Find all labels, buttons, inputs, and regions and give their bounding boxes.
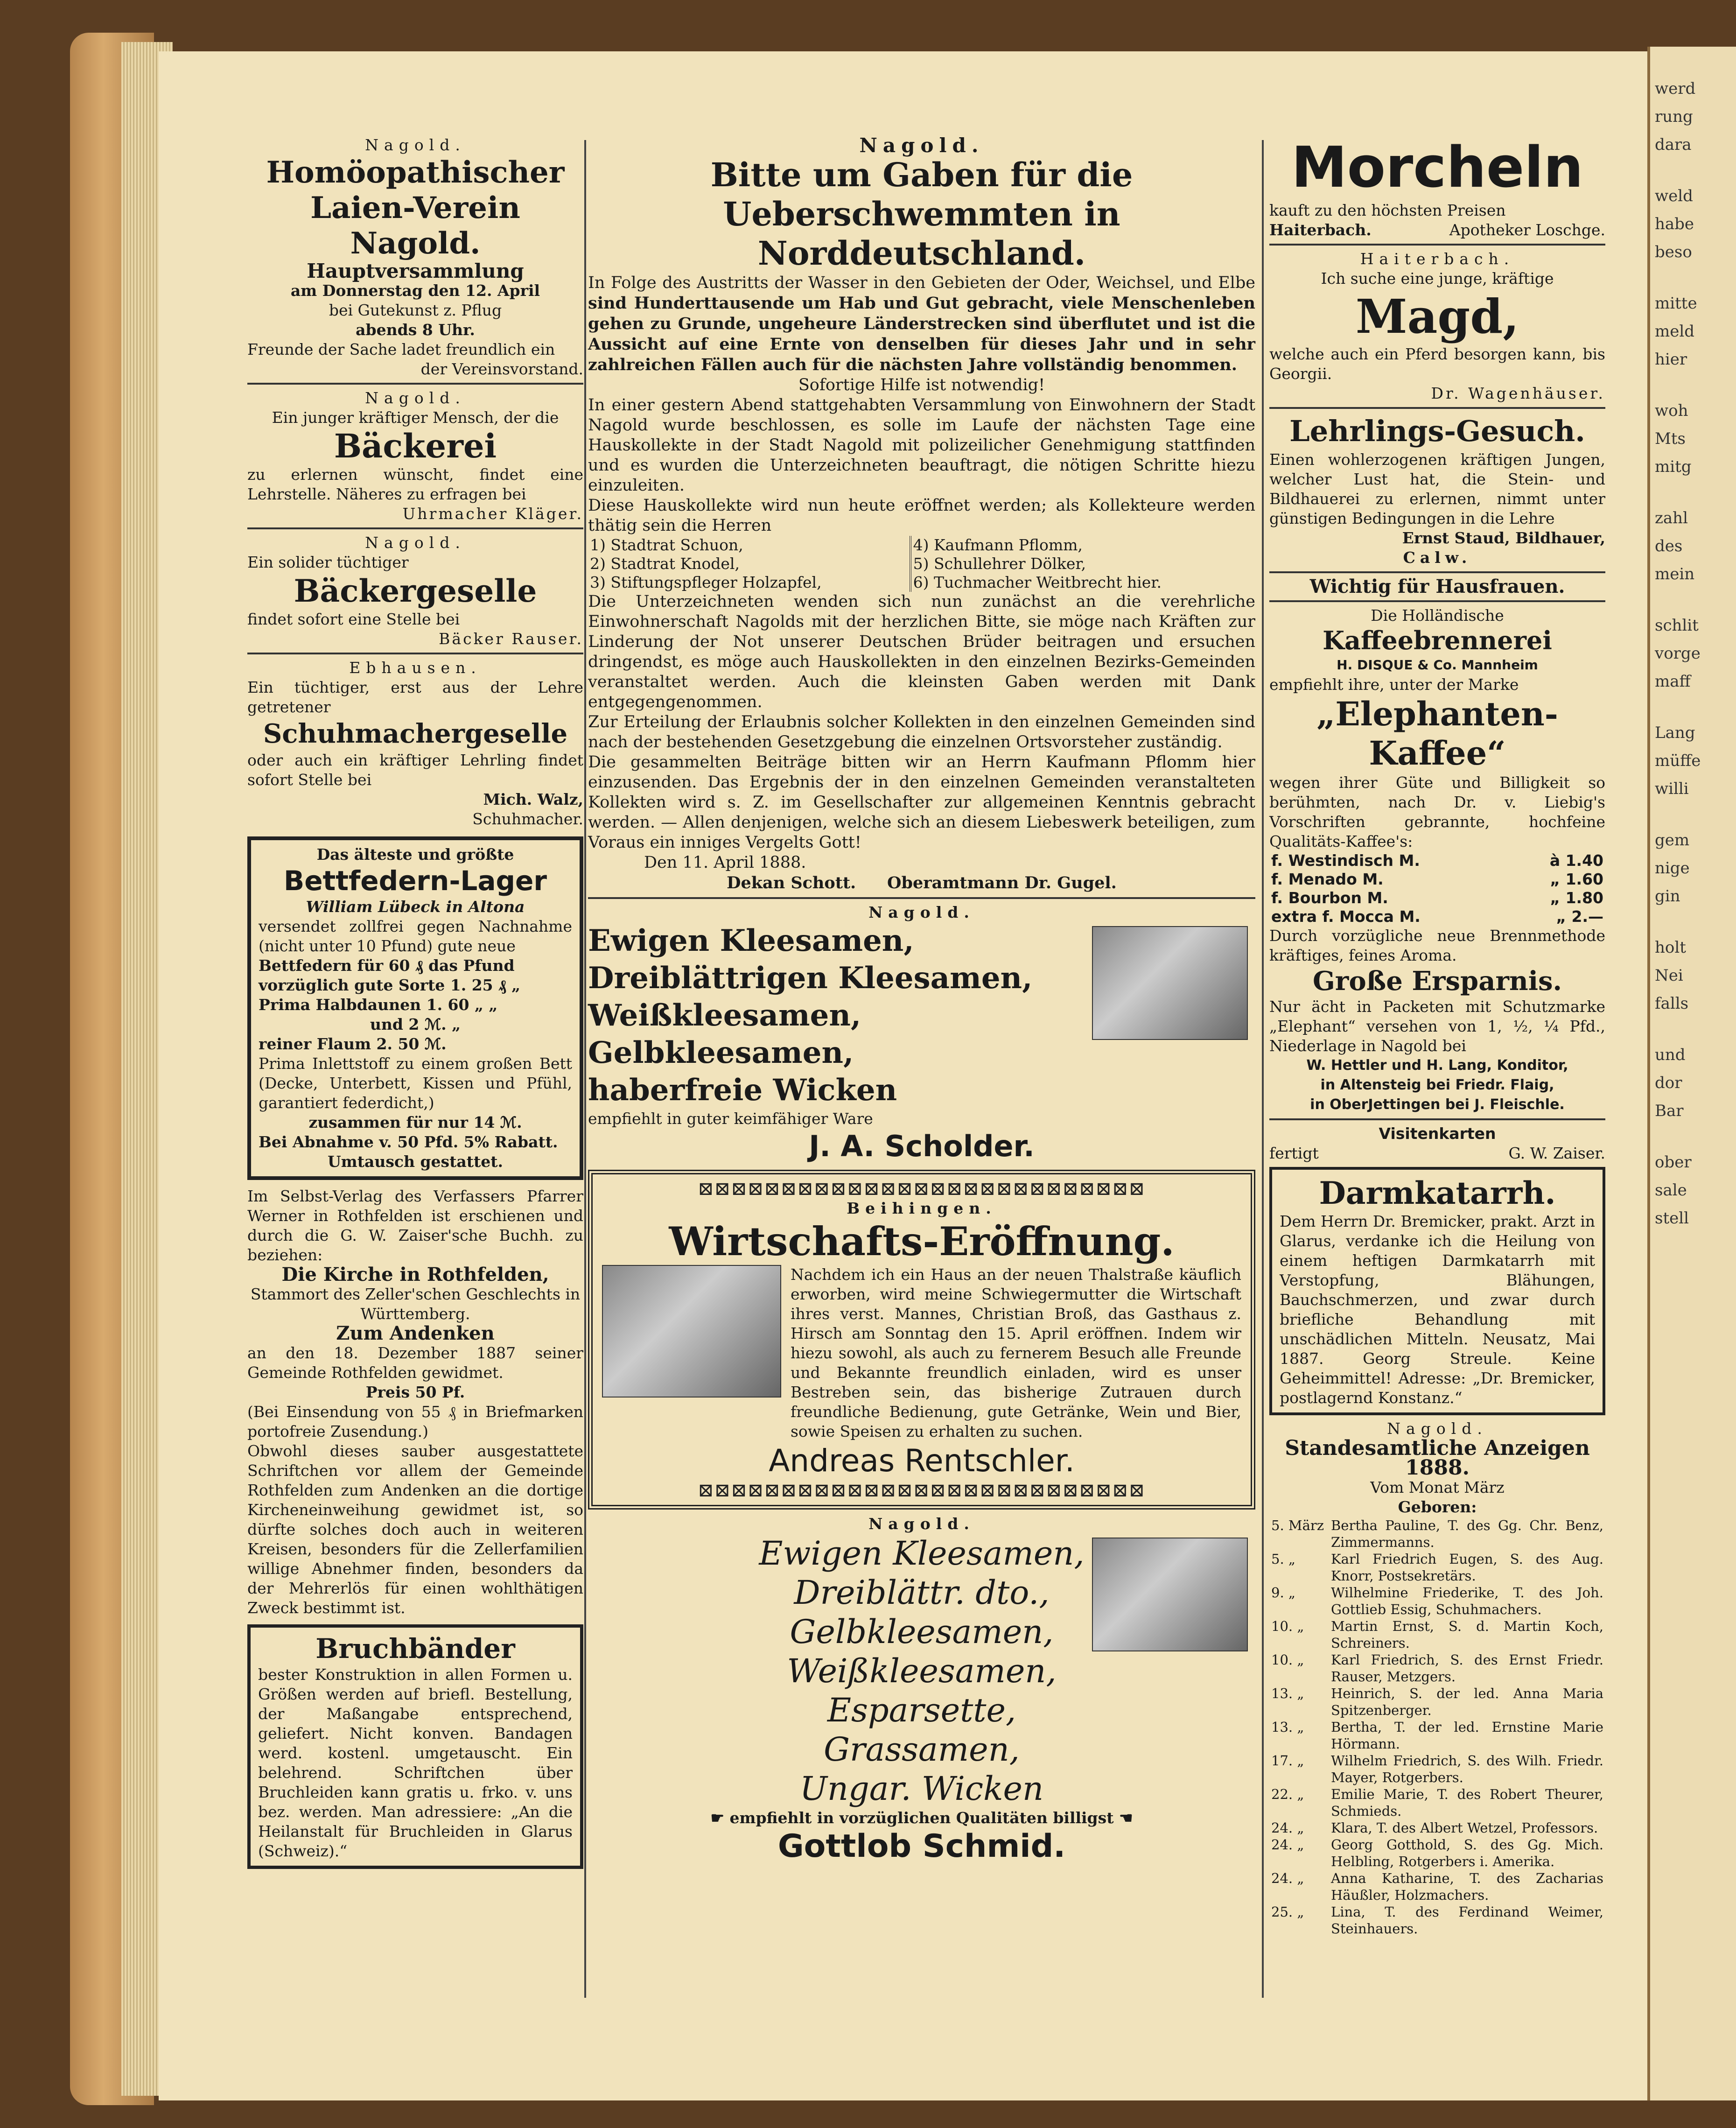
place-line: Nagold.	[868, 903, 975, 921]
next-page-word: mitg	[1655, 457, 1692, 476]
place-line: Nagold.	[868, 1515, 975, 1533]
divider	[247, 653, 583, 654]
ad-text: bei Gutekunst z. Pflug	[329, 301, 502, 319]
ad-title: Magd,	[1355, 289, 1519, 344]
collector-row	[588, 555, 1255, 573]
birth-register	[1269, 1517, 1605, 1937]
divider	[1269, 1118, 1605, 1120]
place-line: Ebhausen.	[349, 659, 482, 677]
register-row	[1269, 1870, 1605, 1903]
ad-title: Homöopathischer Laien-Verein Nagold.	[266, 155, 565, 261]
seed-line: Ewigen Kleesamen,	[759, 1534, 1085, 1573]
next-page-word: Mts	[1655, 429, 1686, 448]
ad-kaffee	[1269, 577, 1605, 1115]
register-cell: 24. „	[1271, 1837, 1304, 1853]
next-page-word: Bar	[1655, 1102, 1684, 1120]
ad-price: Preis 50 Pf.	[365, 1383, 465, 1401]
price-line: reiner Flaum 2. 50 ℳ.	[259, 1035, 447, 1053]
seed-line: Grassamen,	[824, 1730, 1020, 1769]
register-cell: 13. „	[1271, 1686, 1304, 1701]
ad-title: Wichtig für Hausfrauen.	[1309, 576, 1565, 597]
register-cell: 9. „	[1271, 1585, 1295, 1601]
column-rule	[1262, 140, 1264, 1998]
seed-line: Gelbkleesamen,	[588, 1035, 854, 1070]
collector-cell: 5) Schullehrer Dölker,	[913, 555, 1086, 573]
ad-magd	[1269, 249, 1605, 403]
collector-cell: 1) Stadtrat Schuon,	[588, 536, 910, 555]
ad-text: Im Selbst-Verlag des Verfassers Pfarrer Werner in Rothfelden ist erschienen und durch die G. W. Zaiser'sche Buchh. zu beziehen:	[247, 1187, 583, 1264]
ad-text: bester Konstruktion in allen Formen u. Größen werden auf briefl. Bestellung, der Maßangabe entsprechend, geliefert. Nicht konven. Bandagen werd. kostenl. umgetauscht. Ein belehrend. Schriftchen über Bruchleiden kann gratis u. frko. v. uns bez. werden. Man adressiere: „An die Heilanstalt für Bruchleiden in Glarus (Schweiz).“	[258, 1665, 573, 1860]
register-row	[1269, 1685, 1605, 1719]
pointing-hand-icon: ☛	[710, 1809, 730, 1827]
ad-title: Bäckergeselle	[294, 573, 537, 609]
register-cell: Martin Ernst, S. d. Martin Koch, Schreiners.	[1331, 1618, 1603, 1651]
ad-text: Nachdem ich ein Haus an der neuen Thalstraße käuflich erworben, wird meine Schwiegermutter die Wirtschaft ihres verst. Mannes, Christian Broß, das Gasthaus z. Hirsch am Sonntag den 15. April eröffnen. Indem wir hiezu sowohl, als auch zu fernerem Besuch alle Freunde und Bekannte freundlich einladen, wird es unser Bestreben sein, das bisherige Zutrauen durch freundliche Bedienung, gute Getränke, Wein und Bier, sowie Speisen zu erhalten zu suchen.	[791, 1265, 1241, 1440]
next-page-word: weld	[1655, 187, 1693, 205]
next-page-word: sale	[1655, 1181, 1687, 1200]
ad-text: empfiehlt in guter keimfähiger Ware	[588, 1110, 873, 1128]
register-cell: 10. „	[1271, 1618, 1304, 1634]
ad-subtitle: Große Ersparnis.	[1312, 966, 1562, 997]
ad-signature: Gottlob Schmid.	[777, 1828, 1066, 1865]
collector-row	[588, 573, 1255, 592]
ad-title: Bettfedern-Lager	[284, 865, 547, 897]
place-line: Nagold.	[365, 389, 466, 407]
article-text-bold: sind Hunderttausende um Hab und Gut gebracht, viele Menschenleben gehen zu Grunde, ungeheure Länderstrecken sind überflutet und ist die Aussicht auf eine Ernte von denselben für dieses Jahr und in sehr zahlreichen Fällen auch für die nächsten Jahre vollständig benommen.	[588, 294, 1255, 374]
next-page-word: gem	[1655, 831, 1690, 850]
ad-text: am Donnerstag den 12. April	[290, 281, 540, 300]
next-page-word: müffe	[1655, 751, 1701, 770]
ad-signature: Calw.	[1403, 548, 1472, 567]
register-row	[1269, 1651, 1605, 1685]
article-text: Die Unterzeichneten wenden sich nun zunächst an die verehrliche Einwohnerschaft Nagolds mit der herzlichen Bitte, sie möge nach Kräften zur Linderung der Not unserer Deutschen Brüder beitragen und ersuchen dringendst, es möge auch Hauskollekten in den einzelnen Bezirks-Gemeinden veranstaltet werden. Auch die kleinsten Gaben werden mit Dank entgegengenommen.	[588, 592, 1255, 711]
next-page-word: nige	[1655, 859, 1690, 878]
register-cell: Klara, T. des Albert Wetzel, Professors.	[1331, 1820, 1598, 1836]
ad-text: Durch vorzügliche neue Brennmethode kräftiges, feines Aroma.	[1269, 927, 1605, 964]
collector-cell: 6) Tuchmacher Weitbrecht hier.	[913, 573, 1162, 591]
register-cell: 5. März	[1271, 1517, 1324, 1533]
price-cell: „ 1.80	[1550, 889, 1603, 907]
price-cell: f. Bourbon M.	[1271, 889, 1388, 907]
farmer-sowing-illustration	[1092, 1538, 1248, 1651]
ad-text: empfiehlt ihre, unter der Marke	[1269, 675, 1519, 694]
article-date: Den 11. April 1888.	[644, 853, 806, 872]
register-cell: Karl Friedrich, S. des Ernst Friedr. Rauser, Metzgers.	[1331, 1652, 1603, 1685]
seed-line: Dreiblättr. dto.,	[794, 1573, 1050, 1612]
ad-firm: William Lübeck in Altona	[306, 898, 525, 916]
ad-text: Obwohl dieses sauber ausgestattete Schriftchen vor allem der Gemeinde Rothfelden zum Andenken an die dortige Kircheneinweihung gewidmet ist, so dürfte solches doch auch in weiteren Kreisen, besonders für die Zellerfamilien willige Abnehmer finden, besonders da der Mehrerlös für einen wohlthätigen Zweck bestimmt ist.	[247, 1442, 583, 1617]
ad-signature: Schuhmacher.	[472, 810, 583, 828]
article-text: Diese Hauskollekte wird nun heute eröffnet werden; als Kollekteure werden thätig sein die Herren	[588, 496, 1255, 535]
article-signature: Dekan Schott.	[727, 873, 856, 892]
next-page-word: ober	[1655, 1153, 1692, 1172]
register-cell: Wilhelm Friedrich, S. des Wilh. Friedr. Mayer, Rotgerbers.	[1331, 1753, 1603, 1785]
price-cell: „ 2.—	[1556, 907, 1603, 926]
ad-morcheln	[1269, 135, 1605, 240]
article-signature: Oberamtmann Dr. Gugel.	[887, 873, 1117, 892]
price-cell: „ 1.60	[1550, 870, 1603, 888]
ad-schuhmacher	[247, 658, 583, 829]
article-text: In einer gestern Abend stattgehabten Versammlung von Einwohnern der Stadt Nagold wurde beschlossen, es solle im Laufe der nächsten Tage eine Hauskollekte in der Stadt Nagold mit polizeilicher Genehmigung stattfinden und es wurden die Unterzeichneten beauftragt, die nötigen Schritte hiezu einzuleiten.	[588, 396, 1255, 495]
ad-text: Freunde der Sache ladet freundlich ein	[247, 340, 555, 358]
register-row	[1269, 1551, 1605, 1584]
ad-lehrling	[1269, 413, 1605, 568]
divider	[247, 527, 583, 529]
ad-text: Prima Inlettstoff zu einem großen Bett (Decke, Unterbett, Kissen und Pfühl, garantiert federdicht,)	[259, 1054, 572, 1112]
next-page-word: vorge	[1655, 644, 1701, 663]
place-line: Beihingen.	[847, 1199, 997, 1217]
register-cell: Lina, T. des Ferdinand Weimer, Steinhauers.	[1331, 1904, 1603, 1937]
price-cell: à 1.40	[1549, 851, 1603, 870]
price-row	[1269, 889, 1605, 907]
ad-visitenkarten	[1269, 1124, 1605, 1163]
price-cell: f. Menado M.	[1271, 870, 1384, 888]
ad-text: (Bei Einsendung von 55 ₰ in Briefmarken portofreie Zusendung.)	[247, 1403, 583, 1440]
next-page-word: rung	[1655, 107, 1693, 126]
divider	[1269, 571, 1605, 573]
ad-text: zusammen für nur 14 ℳ.	[308, 1113, 522, 1131]
section-subtitle: Vom Monat März	[1370, 1478, 1505, 1496]
ad-text: findet sofort eine Stelle bei	[247, 610, 460, 628]
section-title: Standesamtliche Anzeigen 1888.	[1285, 1436, 1590, 1480]
seed-line: Dreiblättrigen Kleesamen,	[588, 961, 1033, 996]
next-page-word: schlit	[1655, 616, 1699, 635]
register-row	[1269, 1618, 1605, 1651]
ad-firm: H. DISQUE & Co. Mannheim	[1337, 657, 1538, 673]
ad-text: Ich suche eine junge, kräftige	[1321, 269, 1554, 288]
price-cell: extra f. Mocca M.	[1271, 907, 1421, 926]
register-row	[1269, 1903, 1605, 1937]
register-row	[1269, 1836, 1605, 1870]
column-middle	[588, 135, 1255, 1865]
ad-text: Bei Abnahme v. 50 Pfd. 5% Rabatt.	[259, 1133, 558, 1151]
ad-signature: G. W. Zaiser.	[1508, 1144, 1605, 1162]
register-cell: Emilie Marie, T. des Robert Theurer, Schmieds.	[1331, 1786, 1603, 1819]
ad-text: Dem Herrn Dr. Bremicker, prakt. Arzt in Glarus, verdanke ich die Heilung von einem heftigen Darmkatarrh mit Verstopfung, Blähungen, Bauchschmerzen, und zwar durch briefliche Behandlung mit unschädlichen Mitteln. Neusatz, Mai 1887. Georg Streule. Keine Geheimmittel! Adresse: „Dr. Bremicker, postlagernd Konstanz.“	[1280, 1212, 1595, 1407]
divider	[1269, 244, 1605, 246]
ad-kirche-rothfelden	[247, 1187, 583, 1618]
ad-text: oder auch ein kräftiger Lehrling findet sofort Stelle bei	[247, 751, 583, 789]
next-page-word: beso	[1655, 243, 1692, 261]
section-subtitle: Geboren:	[1398, 1498, 1477, 1516]
seed-line: Ungar. Wicken	[799, 1770, 1044, 1808]
column-right	[1269, 135, 1605, 1937]
article-bitte	[588, 135, 1255, 893]
decorative-border: ⊠⊠⊠⊠⊠⊠⊠⊠⊠⊠⊠⊠⊠⊠⊠⊠⊠⊠⊠⊠⊠⊠⊠⊠⊠⊠⊠	[698, 1480, 1146, 1501]
ad-signature: Ernst Staud, Bildhauer,	[1402, 529, 1605, 547]
ad-text: Das älteste und größte	[316, 845, 514, 864]
price-line: und 2 ℳ. „	[370, 1015, 461, 1033]
register-cell: 5. „	[1271, 1551, 1295, 1567]
register-cell: Karl Friedrich Eugen, S. des Aug. Knorr, Postsekretärs.	[1331, 1551, 1603, 1584]
seed-line: Ewigen Kleesamen,	[588, 923, 914, 958]
next-page-word: und	[1655, 1046, 1686, 1064]
price-row	[1269, 870, 1605, 889]
collector-row	[588, 536, 1255, 555]
price-line: vorzüglich gute Sorte 1. 25 ₰ „	[259, 976, 521, 994]
register-cell: Bertha, T. der led. Ernstine Marie Hörmann.	[1331, 1719, 1603, 1752]
register-cell: Heinrich, S. der led. Anna Maria Spitzenberger.	[1331, 1686, 1603, 1718]
article-text: Sofortige Hilfe ist notwendig!	[798, 376, 1045, 394]
ad-bruchbaender	[247, 1624, 583, 1869]
ad-darmkatarrh	[1269, 1167, 1605, 1415]
place-line: Haiterbach.	[1360, 250, 1515, 268]
next-page-word: dara	[1655, 135, 1692, 154]
ad-text: Nur ächt in Packeten mit Schutzmarke „Elephant“ versehen von 1, ½, ¼ Pfd., Niederlage in Nagold bei	[1269, 997, 1605, 1055]
ad-title: Die Kirche in Rothfelden,	[281, 1264, 549, 1285]
next-page-word: stell	[1655, 1209, 1689, 1228]
ad-text: in OberJettingen bei J. Fleischle.	[1310, 1096, 1565, 1113]
ad-signature: Apotheker Loschge.	[1449, 221, 1605, 239]
ad-signature: der Vereinsvorstand.	[420, 360, 583, 378]
register-cell: Bertha Pauline, T. des Gg. Chr. Benz, Zimmermanns.	[1331, 1517, 1603, 1550]
ad-text: kauft zu den höchsten Preisen	[1269, 201, 1506, 219]
decorative-border: ⊠⊠⊠⊠⊠⊠⊠⊠⊠⊠⊠⊠⊠⊠⊠⊠⊠⊠⊠⊠⊠⊠⊠⊠⊠⊠⊠	[698, 1178, 1146, 1200]
farmer-sowing-illustration	[1092, 926, 1248, 1040]
ad-homoeopathic	[247, 135, 583, 379]
ad-title: „Elephanten-Kaffee“	[1316, 695, 1558, 773]
ad-signature: J. A. Scholder.	[809, 1129, 1035, 1163]
collector-cell: 4) Kaufmann Pflomm,	[913, 536, 1083, 554]
place-line: Nagold.	[1387, 1419, 1488, 1438]
ad-title: Visitenkarten	[1379, 1124, 1496, 1143]
article-text: In Folge des Austritts der Wasser in den Gebieten der Oder, Weichsel, und Elbe	[588, 274, 1255, 292]
ad-text: welche auch ein Pferd besorgen kann, bis Georgii.	[1269, 345, 1605, 383]
ad-text: an den 18. Dezember 1887 seiner Gemeinde Rothfelden gewidmet.	[247, 1344, 583, 1382]
seed-line: haberfreie Wicken	[588, 1073, 897, 1108]
price-row	[1269, 851, 1605, 870]
standesamt	[1269, 1419, 1605, 1937]
divider	[1269, 407, 1605, 409]
ad-text: Ein tüchtiger, erst aus der Lehre getretener	[247, 678, 583, 716]
next-page-word: gin	[1655, 887, 1680, 906]
ad-text: zu erlernen wünscht, findet eine Lehrstelle. Näheres zu erfragen bei	[247, 465, 583, 503]
price-line: Prima Halbdaunen 1. 60 „ „	[259, 996, 498, 1014]
register-cell: 24. „	[1271, 1820, 1304, 1836]
ad-title: Zum Andenken	[336, 1322, 495, 1344]
register-cell: 25. „	[1271, 1904, 1304, 1920]
pointing-hand-icon: ☚	[1113, 1809, 1133, 1827]
next-page-word: habe	[1655, 215, 1694, 233]
register-cell: 24. „	[1271, 1870, 1304, 1886]
ad-title: Morcheln	[1291, 135, 1583, 200]
ad-text: versendet zollfrei gegen Nachnahme (nicht unter 10 Pfund) gute neue	[259, 917, 572, 955]
ad-text: Stammort des Zeller'schen Geschlechts in Württemberg.	[250, 1285, 581, 1323]
next-page-word: des	[1655, 537, 1683, 555]
collector-cell: 2) Stadtrat Knodel,	[588, 555, 910, 573]
collector-list	[588, 536, 1255, 592]
next-page-word: werd	[1655, 79, 1696, 98]
register-row	[1269, 1719, 1605, 1752]
ad-bettfedern	[247, 836, 583, 1180]
next-page-word: falls	[1655, 994, 1689, 1013]
price-line: Bettfedern für 60 ₰ das Pfund	[259, 956, 515, 975]
ad-kleesamen-scholder	[588, 903, 1255, 1164]
price-row	[1269, 907, 1605, 926]
ad-subtitle: Kaffeebrennerei	[1323, 625, 1552, 655]
register-cell: 17. „	[1271, 1753, 1304, 1769]
ad-text: abends 8 Uhr.	[356, 321, 475, 339]
divider	[1269, 600, 1605, 602]
divider	[588, 897, 1255, 899]
seed-line: Weißkleesamen,	[588, 998, 861, 1033]
divider	[247, 383, 583, 385]
seed-line: Weißkleesamen,	[787, 1652, 1057, 1690]
ad-baeckerei	[247, 388, 583, 524]
register-row	[1269, 1819, 1605, 1836]
ad-title: Bruchbänder	[315, 1633, 515, 1664]
ad-text: Einen wohlerzogenen kräftigen Jungen, welcher Lust hat, die Stein- und Bildhauerei zu erlernen, nimmt unter günstigen Bedingungen in die Lehre	[1269, 450, 1605, 527]
register-cell: Wilhelmine Friederike, T. des Joh. Gottlieb Essig, Schuhmachers.	[1331, 1585, 1603, 1617]
next-page-word: willi	[1655, 780, 1689, 798]
next-page-word: Nei	[1655, 966, 1683, 985]
ad-title: Lehrlings-Gesuch.	[1289, 414, 1585, 448]
ad-title: Schuhmachergeselle	[263, 718, 568, 749]
ad-title: Darmkatarrh.	[1319, 1175, 1556, 1211]
next-page-word: woh	[1655, 401, 1688, 420]
ad-text: Ein solider tüchtiger	[247, 553, 409, 571]
ad-kleesamen-schmid	[588, 1514, 1255, 1865]
ad-signature: Mich. Walz,	[483, 790, 583, 808]
tavern-illustration	[602, 1265, 781, 1398]
article-title: Bitte um Gaben für die Ueberschwemmten in Norddeutschland.	[710, 155, 1133, 273]
ad-text: wegen ihrer Güte und Billigkeit so berühmten, nach Dr. v. Liebig's Vorschriften gebrannte, hochfeine Qualitäts-Kaffee's:	[1269, 773, 1605, 850]
next-page-word: dor	[1655, 1074, 1682, 1092]
ad-signature: Uhrmacher Kläger.	[402, 505, 583, 523]
register-row	[1269, 1752, 1605, 1786]
next-page-word: zahl	[1655, 509, 1688, 527]
ad-text: fertigt	[1269, 1144, 1319, 1162]
ad-text: Haiterbach.	[1269, 221, 1372, 239]
register-cell: 13. „	[1271, 1719, 1304, 1735]
place-line: Nagold.	[365, 534, 466, 552]
register-row	[1269, 1786, 1605, 1819]
collector-cell: 3) Stiftungspfleger Holzapfel,	[588, 573, 910, 592]
register-cell: 10. „	[1271, 1652, 1304, 1668]
seed-line: Gelbkleesamen,	[790, 1613, 1054, 1651]
ad-title: Wirtschafts-Eröffnung.	[669, 1218, 1175, 1264]
article-text: Die gesammelten Beiträge bitten wir an Herrn Kaufmann Pflomm hier einzusenden. Das Ergebnis der in den einzelnen Gemeinden veranstalteten Kollekten wird s. Z. im Gesellschafter zur allgemeinen Kenntnis gebracht werden. — Allen denjenigen, welche sich an diesem Liebeswerk beteiligen, zum Voraus ein inniges Vergelts Gott!	[588, 753, 1255, 852]
column-rule	[584, 140, 586, 1998]
ad-wirtschaft	[588, 1170, 1255, 1510]
ad-title: Bäckerei	[334, 427, 497, 465]
next-page-word: hier	[1655, 350, 1687, 369]
register-cell: Georg Gotthold, S. des Gg. Mich. Helbling, Rotgerbers i. Amerika.	[1331, 1837, 1603, 1869]
place-line: Nagold.	[859, 134, 984, 157]
ad-text: empfiehlt in vorzüglichen Qualitäten billigst	[729, 1809, 1114, 1827]
ad-text: in Altensteig bei Friedr. Flaig,	[1320, 1077, 1554, 1093]
ad-baeckergeselle	[247, 533, 583, 649]
next-page-word: Lang	[1655, 723, 1695, 742]
column-left	[247, 135, 583, 1869]
ad-text: W. Hettler und H. Lang, Konditor,	[1306, 1057, 1568, 1074]
next-page-word: maff	[1655, 672, 1691, 691]
seed-line: Esparsette,	[827, 1691, 1016, 1729]
article-text: Zur Erteilung der Erlaubnis solcher Kollekten in den einzelnen Gemeinden sind nach der bestehenden Gesetzgebung die einzelnen Ortsvorsteher zuständig.	[588, 713, 1255, 751]
register-row	[1269, 1584, 1605, 1618]
next-page-fragment	[1647, 47, 1736, 2100]
price-cell: f. Westindisch M.	[1271, 851, 1420, 870]
ad-text: Die Holländische	[1371, 606, 1504, 625]
register-cell: Anna Katharine, T. des Zacharias Häußler, Holzmachers.	[1331, 1870, 1603, 1903]
register-row	[1269, 1517, 1605, 1551]
next-page-word: holt	[1655, 938, 1686, 957]
ad-signature: Dr. Wagenhäuser.	[1431, 384, 1605, 402]
next-page-word: mitte	[1655, 294, 1697, 313]
place-line: Nagold.	[365, 136, 466, 154]
next-page-word: mein	[1655, 565, 1695, 583]
ad-text: Umtausch gestattet.	[328, 1152, 503, 1171]
coffee-price-table	[1269, 851, 1605, 926]
ad-signature: Andreas Rentschler.	[769, 1443, 1075, 1479]
ad-signature: Bäcker Rauser.	[439, 630, 583, 648]
next-page-word: meld	[1655, 322, 1694, 341]
register-cell: 22. „	[1271, 1786, 1304, 1802]
ad-text: Ein junger kräftiger Mensch, der die	[272, 408, 559, 427]
ad-subtitle: Hauptversammlung	[307, 260, 524, 282]
